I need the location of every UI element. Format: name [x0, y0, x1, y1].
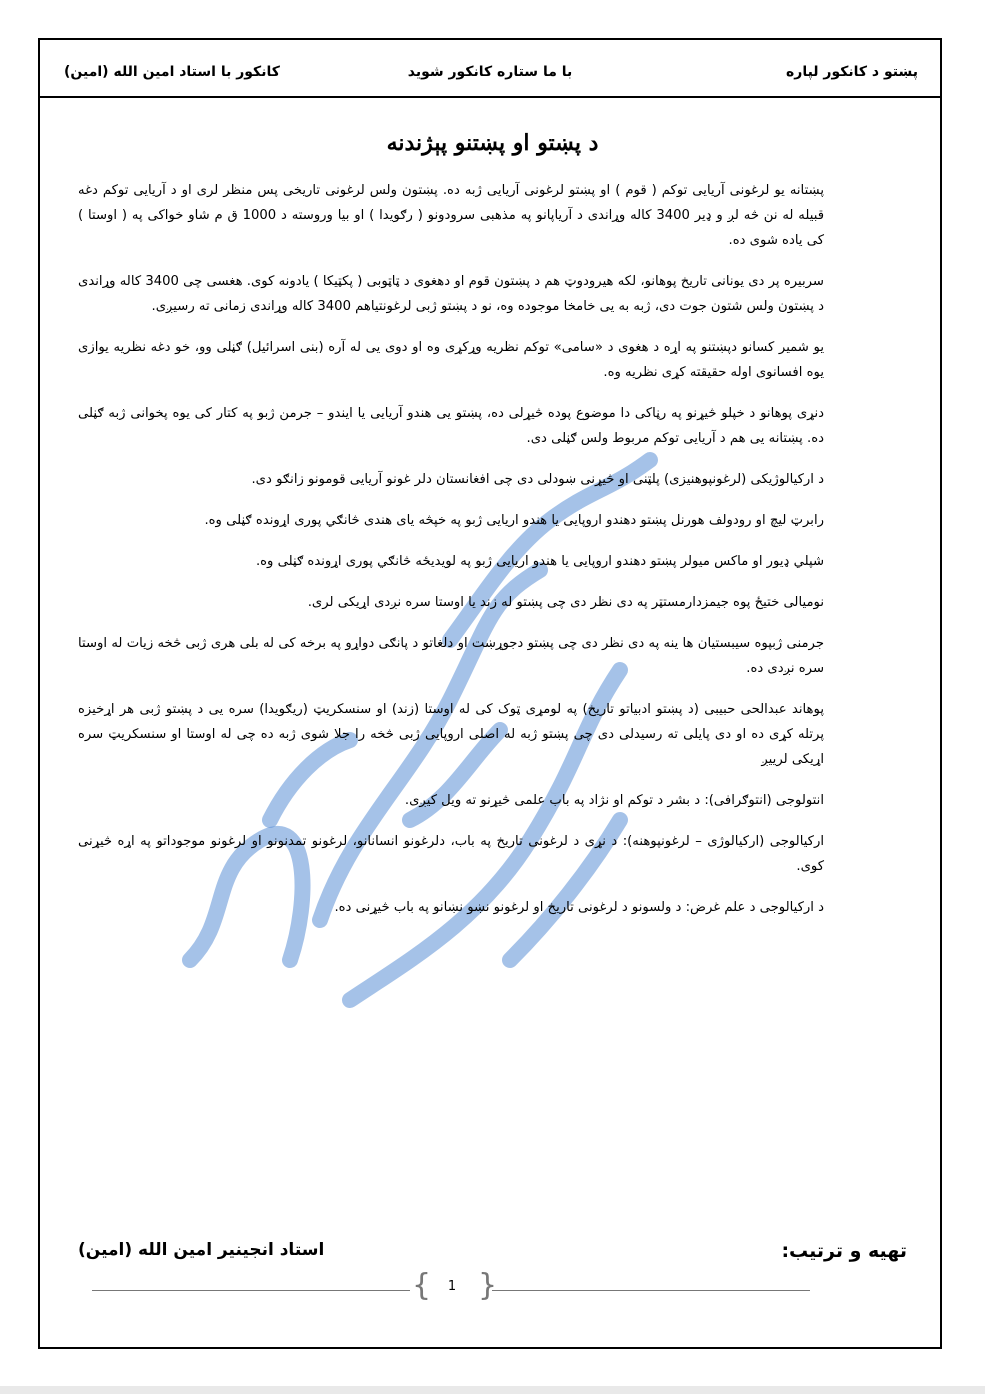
header-left-text: کانکور با استاد امین الله (امین): [64, 64, 280, 80]
paragraph: دنړی پوهانو د خپلو څیړنو په رڼاکی دا موضوع پوده څیړلی ده، پښتو یی هندو آریایی یا ایندو – جرمن ژبو په کتار کی یوه پخوانی ژبه ګڼلی ده. پښتانه یی هم د آریایی توکم مربوط ولس ګڼلی دی.: [78, 406, 824, 446]
paragraph: انتولوجی (انتوګرافی): د بشر د توکم او نژاد په باب علمی څیړنو ته ویل کیږی.: [404, 793, 824, 808]
bottom-strip: [0, 1386, 985, 1394]
page-header: [40, 40, 940, 98]
header-right-text: پښتو د کانکور لپاره: [786, 64, 918, 80]
right-brace-icon: }: [478, 1268, 498, 1303]
paragraph: جرمنی ژبپوه سیبستیان ها ینه په دی نظر دی چی پښتو دجوړښت او دلغاتو د پانګی دواړو په برخه کی له بلی هری ژبی څخه زیات له اوستا سره نږدی ده.: [78, 636, 824, 676]
page-number: 1: [447, 1279, 457, 1294]
left-brace-icon: {: [412, 1268, 432, 1303]
paragraph: پوهاند عبدالحی حبیبی (د پښتو ادبیاتو تاریخ) په لومړی ټوک کی له اوستا (زند) او سنسکریټ (ریګویدا) سره یی د پښتو ژبی هر اړخیزه پرتله کړی ده او دی پایلی ته رسیدلی دی چی پښتو ژبه له اصلی اروپایی ژبی څخه را جلا شوی ژبه ده چی له اوستا او سنسکریټ سره اړیکی لرییږ: [78, 702, 824, 767]
page-title: د پښتو او پښتنو پېژندنه: [386, 130, 599, 156]
paragraph: د ارکیالوژیکی (لرغونپوهنیزی) پلټنی او څیړنی ښودلی دی چی افغانستان دلر غونو آریایی قومونو زانګو دی.: [251, 472, 824, 487]
paragraph: ارکیالوجی (ارکیالوژی – لرغونپوهنه): د نړی د لرغونی تاریخ په باب، دلرغونو انسانانو، لرغونو تمدنونو او لرغونو موجوداتو په اړه څیړنی کوی.: [78, 834, 824, 874]
paragraph: سربیره پر دی یونانی تاریخ پوهانو، لکه هیرودوټ هم د پښتون قوم او دهغوی د ټاټوبی ( پکټیکا ) یادونه کوی. هغسی چی 3400 کاله وړاندی د پښتون ولس شتون جوت دی، ژبه به یی خامخا موجوده وه، نو د پښتو ژبی لرغونتیاهم 3400 کاله وړاندی زمانی ته رسیږی.: [78, 274, 824, 314]
body-text: [78, 178, 824, 936]
paragraph: پښتانه یو لرغونی آریایی توکم ( قوم ) او پښتو لرغونی آریایی ژبه ده. پښتون ولس لرغونی تاریخی پس منظر لری او د آریایی توکم دغه قبیله له نن څه لږ و ډیر 3400 کاله وړاندی د آریاپانو په مذهبی سرودونو ( رګویدا ) او بیا وروسته د 1000 ق م شاو خواکی په ( اوستا ) کی یاده شوی ده.: [78, 183, 824, 248]
paragraph: نومیالی ختیځ پوه جیمزدارمستټر په دی نظر دی چی پښتو له زند یا اوستا سره نږدی اړیکی لری.: [307, 595, 824, 610]
paragraph: شپلي ډیور او ماکس میولر پښتو دهندو اروپایی یا هندو اریایی ژبو په لویدیځه څانګي پوری اړونده ګڼلی وه.: [255, 554, 824, 569]
paragraph: یو شمیر کسانو دپښتنو په اړه د هغوی د «سامی» توکم نظریه وړکړی وه او دوی یی له آره (بنی اسرائیل) ګڼلی وو، خو دغه نظریه یوازی یوه افسانوی اوله حقیقته کړی نظریه وه.: [78, 340, 824, 380]
author-name: استاد انجینیر امین الله (امین): [78, 1240, 325, 1260]
prepared-by-label: تهیه و ترتیب:: [781, 1240, 907, 1262]
footer-rule-left: [92, 1290, 410, 1291]
paragraph: رابرټ لیچ او رودولف هورنل پښتو دهندو اروپایی یا هندو اریایی ژبو په خپڅه یای هندی څانګي پوری اړونده ګڼلی وه.: [204, 513, 824, 528]
footer-rule-right: [492, 1290, 810, 1291]
header-center-text: با ما ستاره کانکور شوید: [407, 64, 573, 80]
paragraph: د ارکیالوجی د علم غرض: د ولسونو د لرغونی تاریخ او لرغونو نښو نښانو په باب څیړنی ده.: [334, 900, 824, 915]
